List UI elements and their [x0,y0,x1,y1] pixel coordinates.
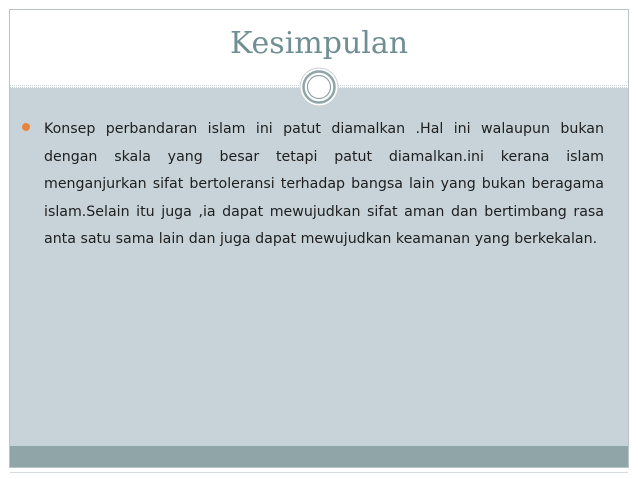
bullet-list [22,116,604,254]
footer-line [10,472,628,473]
slide-title: Kesimpulan [229,26,409,61]
bullet-text: Konsep perbandaran islam ini patut diamalkan .Hal ini walaupun bukan dengan skala yang besar tetapi patut diamalkan.ini kerana islam menganjurkan sifat bertoleransi terhadap bangsa lain yang bukan beragama islam.Selain itu juga ,ia dapat mewujudkan sifat aman dan bertimbang rasa anta satu sama lain dan juga dapat mewujudkan keamanan yang berkekalan. [44,121,604,247]
double-ring-circle-icon [299,67,339,107]
bottom-bar [10,446,628,467]
bullet-dot-icon [22,123,30,131]
